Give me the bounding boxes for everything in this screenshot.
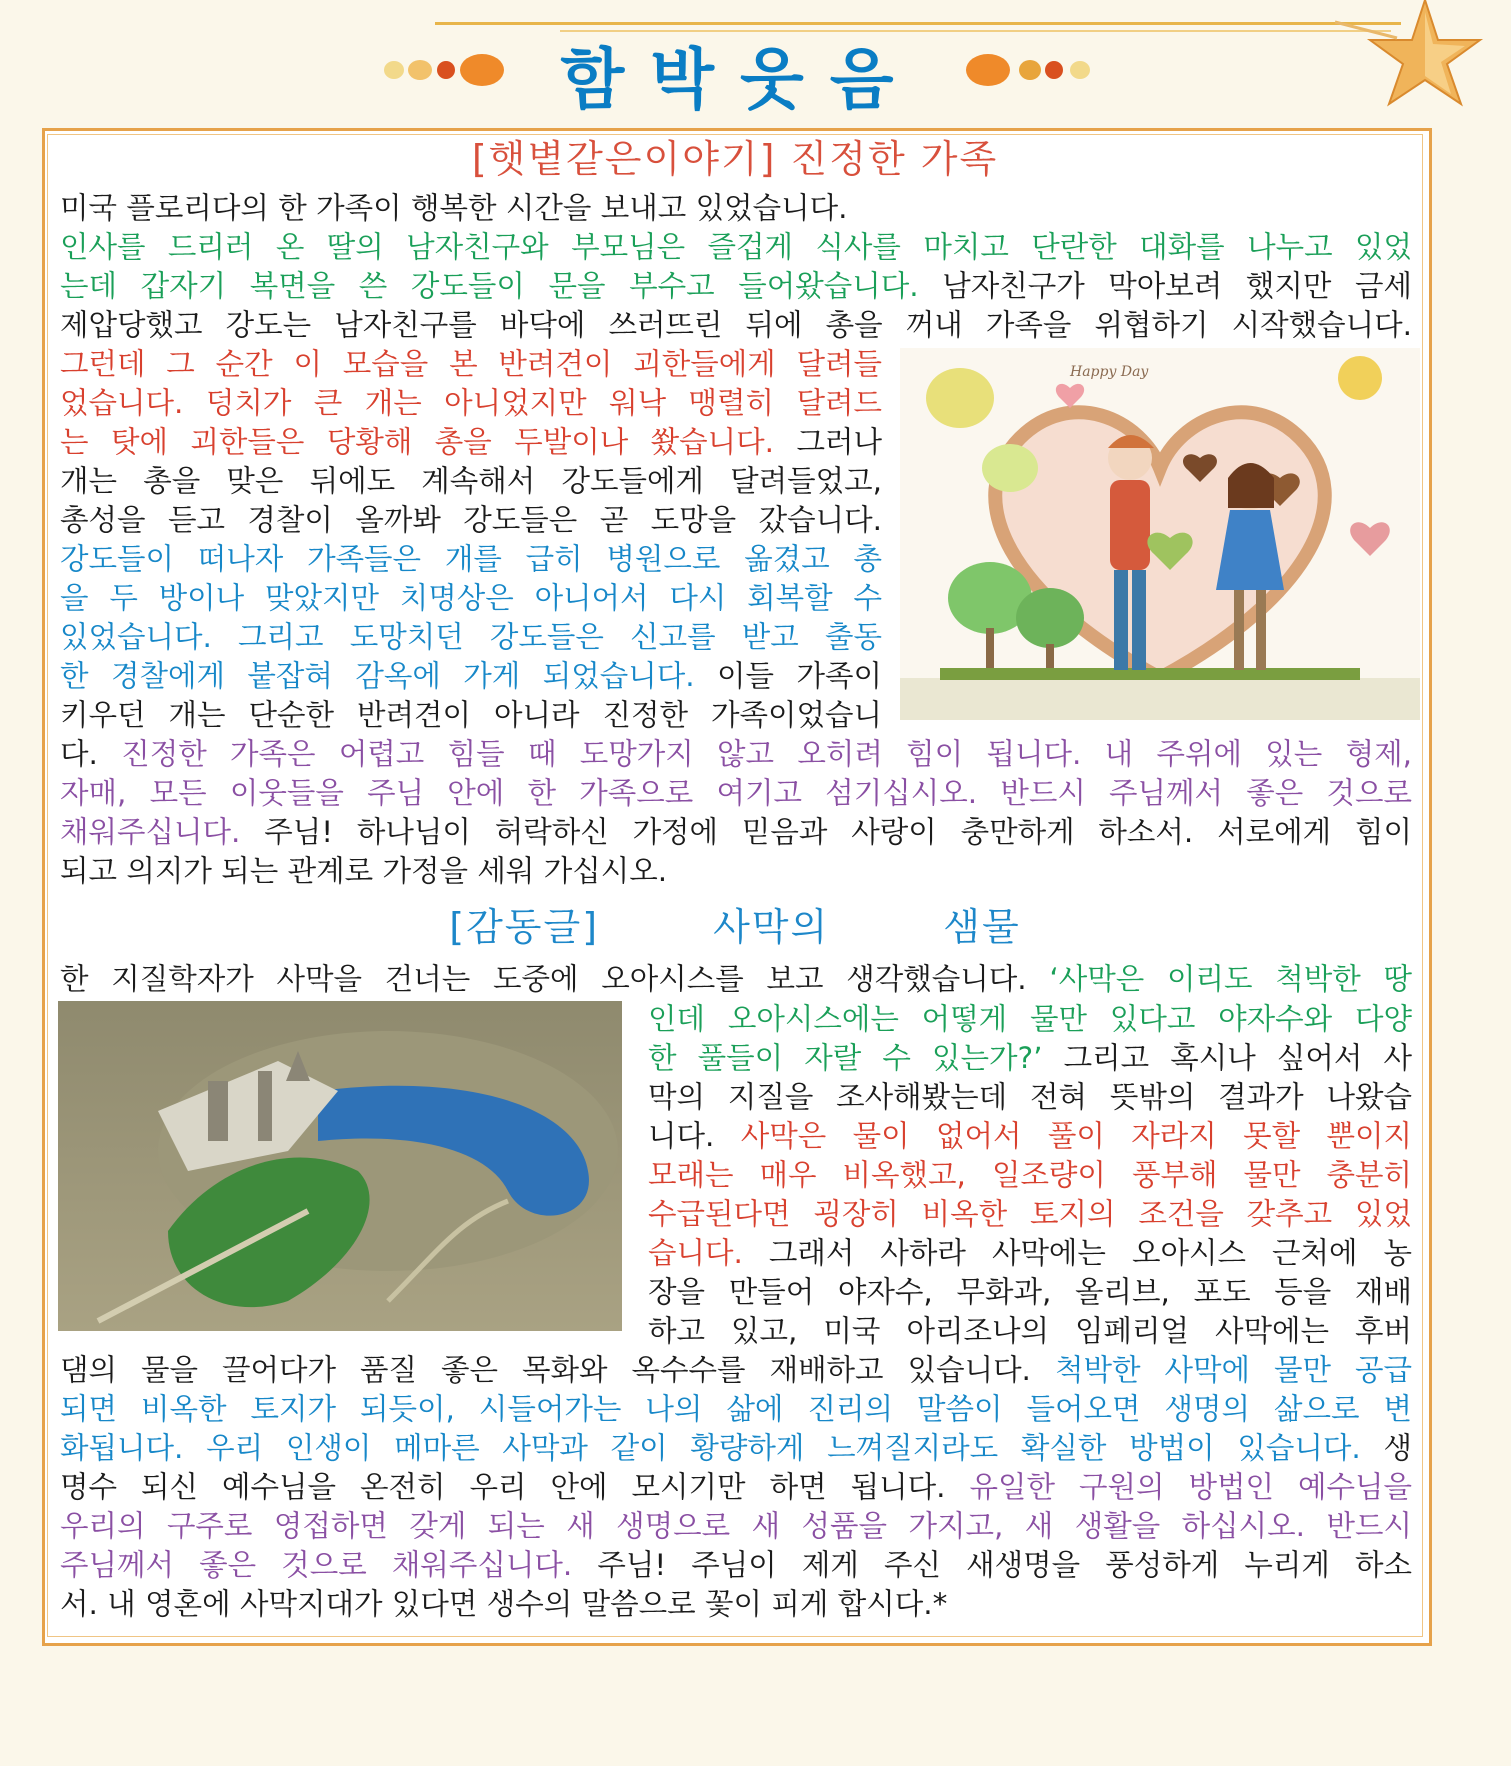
text-run: 척박한 사막에 물만 공급: [1030, 1353, 1412, 1387]
story1-line: [60, 813, 1412, 852]
story2-line: [648, 1000, 1412, 1039]
story2-heading: [감동글] 사막의 샘물: [449, 905, 1021, 949]
text-run: 주님! 하나님이 허락하신 가정에 믿음과 사랑이 충만하게 하소서. 서로에게 힘이: [240, 815, 1412, 849]
story1-line: [60, 657, 882, 696]
story2-line: [648, 1234, 1412, 1273]
story2-line: [60, 960, 1412, 999]
text-run: 사막은 물이 없어서 풀이 자라지 못할 뿐이지: [714, 1119, 1412, 1153]
text-run: 주님께서 좋은 것으로 채워주십니다.: [60, 1548, 573, 1582]
illustration-caption: Happy Day: [1070, 364, 1149, 380]
story2-line: [60, 1429, 1412, 1468]
oasis-aerial-photo: [58, 1001, 622, 1331]
text-run: 을 두 방이나 맞았지만 치명상은 아니어서 다시 회복할 수: [60, 581, 882, 615]
text-run: 습니다.: [648, 1236, 743, 1270]
story2-line: [648, 1078, 1412, 1117]
story2-line: [648, 1156, 1412, 1195]
story1-line: [60, 267, 1412, 306]
text-run: 유일한 구원의 방법인 예수님을: [945, 1470, 1412, 1504]
story2-line: [648, 1039, 1412, 1078]
text-run: 는데 갑자기 복면을 쓴 강도들이 문을 부수고 들어왔습니다.: [60, 269, 919, 303]
text-run: 이들 가족이: [694, 659, 882, 693]
story2-line: [60, 1351, 1412, 1390]
story1-line: [60, 852, 1412, 891]
text-run: 인데 오아시스에는 어떻게 물만 있다고 야자수와 다양: [648, 1002, 1412, 1036]
text-run: 그런데 그 순간 이 모습을 본 반려견이 괴한들에게 달려들: [60, 347, 882, 381]
text-run: 다.: [60, 737, 98, 771]
story1-line: [60, 735, 1412, 774]
decorative-dots-right: [960, 48, 1100, 98]
text-run: 개는 총을 맞은 뒤에도 계속해서 강도들에게 달려들었고,: [60, 464, 882, 498]
story2-line: [648, 1312, 1412, 1351]
text-run: 댐의 물을 끌어다가 품질 좋은 목화와 옥수수를 재배하고 있습니다.: [60, 1353, 1031, 1387]
story1-line: [60, 501, 882, 540]
text-run: 되면 비옥한 토지가 되듯이, 시들어가는 나의 삶에 진리의 말씀이 들어오면 생명의 삶으로 변: [60, 1392, 1412, 1426]
story2-line: [60, 1546, 1412, 1585]
text-run: 되고 의지가 되는 관계로 가정을 세워 가십시오.: [60, 854, 668, 888]
story2-line: [60, 1585, 1412, 1624]
story2-line: [648, 1195, 1412, 1234]
text-run: 키우던 개는 단순한 반려견이 아니라 진정한 가족이었습니: [60, 698, 882, 732]
text-run: 화됩니다. 우리 인생이 메마른 사막과 같이 황량하게 느껴질지라도 확실한 방법이 있습니다.: [60, 1431, 1361, 1465]
text-run: 한 풀들이 자랄 수 있는가?’: [648, 1041, 1043, 1075]
text-run: 인사를 드리러 온 딸의 남자친구와 부모님은 즐겁게 식사를 마치고 단란한 대화를 나누고 있었: [60, 230, 1412, 264]
story1-line: [60, 462, 882, 501]
text-run: 미국 플로리다의 한 가족이 행복한 시간을 보내고 있었습니다.: [60, 191, 848, 225]
story2-line: [648, 1273, 1412, 1312]
text-run: 었습니다. 덩치가 큰 개는 아니었지만 워낙 맹렬히 달려드: [60, 386, 882, 420]
text-run: 진정한 가족은 어렵고 힘들 때 도망가지 않고 오히려 힘이 됩니다. 내 주위에 있는 형제,: [97, 737, 1412, 771]
text-run: 그리고 혹시나 싶어서 사: [1042, 1041, 1412, 1075]
text-run: 한 경찰에게 붙잡혀 감옥에 가게 되었습니다.: [60, 659, 695, 693]
story1-line: [60, 423, 882, 462]
text-run: 그러나: [774, 425, 882, 459]
text-run: ‘사막은 이리도 척박한 땅: [1026, 962, 1412, 996]
text-run: 장을 만들어 야자수, 무화과, 올리브, 포도 등을 재배: [648, 1275, 1412, 1309]
story1-line: [60, 774, 1412, 813]
text-run: 우리의 구주로 영접하면 갖게 되는 새 생명으로 새 성품을 가지고, 새 생활을 하십시오. 반드시: [60, 1509, 1412, 1543]
story1-line: [60, 384, 882, 423]
text-run: 강도들이 떠나자 가족들은 개를 급히 병원으로 옮겼고 총: [60, 542, 882, 576]
page-title: 함박웃음: [560, 41, 920, 118]
text-run: 남자친구가 막아보려 했지만 금세: [918, 269, 1412, 303]
text-run: 모래는 매우 비옥했고, 일조량이 풍부해 물만 충분히: [648, 1158, 1412, 1192]
couple-heart-illustration: [900, 348, 1420, 720]
story1-line: [60, 228, 1412, 267]
story1-line: [60, 579, 882, 618]
text-run: 있었습니다. 그리고 도망치던 강도들은 신고를 받고 출동: [60, 620, 882, 654]
header-rule: [435, 22, 1401, 25]
story2-line: [60, 1507, 1412, 1546]
text-run: 생: [1360, 1431, 1413, 1465]
decorative-dots-left: [380, 48, 520, 98]
story1-line: [60, 618, 882, 657]
star-icon: [1275, 0, 1485, 120]
text-run: 채워주십니다.: [60, 815, 241, 849]
story1-heading: [햇볕같은이야기] 진정한 가족: [471, 137, 999, 181]
text-run: 수급된다면 굉장히 비옥한 토지의 조건을 갖추고 있었: [648, 1197, 1412, 1231]
story1-line: [60, 345, 882, 384]
text-run: 막의 지질을 조사해봤는데 전혀 뜻밖의 결과가 나왔습: [648, 1080, 1412, 1114]
story1-line: [60, 306, 1412, 345]
text-run: 제압당했고 강도는 남자친구를 바닥에 쓰러뜨린 뒤에 총을 꺼내 가족을 위협하기 시작했습니다.: [60, 308, 1412, 342]
text-run: 는 탓에 괴한들은 당황해 총을 두발이나 쐈습니다.: [60, 425, 775, 459]
story2-line: [648, 1117, 1412, 1156]
story2-line: [60, 1390, 1412, 1429]
text-run: 니다.: [648, 1119, 715, 1153]
story1-line: [60, 696, 882, 735]
story1-line: [60, 540, 882, 579]
text-run: 주님! 주님이 제게 주신 새생명을 풍성하게 누리게 하소: [572, 1548, 1412, 1582]
text-run: 서. 내 영혼에 사막지대가 있다면 생수의 말씀으로 꽃이 피게 합시다.*: [60, 1587, 948, 1621]
story1-line: [60, 189, 1412, 228]
text-run: 명수 되신 예수님을 온전히 우리 안에 모시기만 하면 됩니다.: [60, 1470, 946, 1504]
story2-line: [60, 1468, 1412, 1507]
text-run: 하고 있고, 미국 아리조나의 임페리얼 사막에는 후버: [648, 1314, 1412, 1348]
text-run: 총성을 듣고 경찰이 올까봐 강도들은 곧 도망을 갔습니다.: [60, 503, 882, 537]
text-run: 그래서 사하라 사막에는 오아시스 근처에 농: [742, 1236, 1412, 1270]
text-run: 한 지질학자가 사막을 건너는 도중에 오아시스를 보고 생각했습니다.: [60, 962, 1027, 996]
text-run: 자매, 모든 이웃들을 주님 안에 한 가족으로 여기고 섬기십시오. 반드시 주님께서 좋은 것으로: [60, 776, 1412, 810]
